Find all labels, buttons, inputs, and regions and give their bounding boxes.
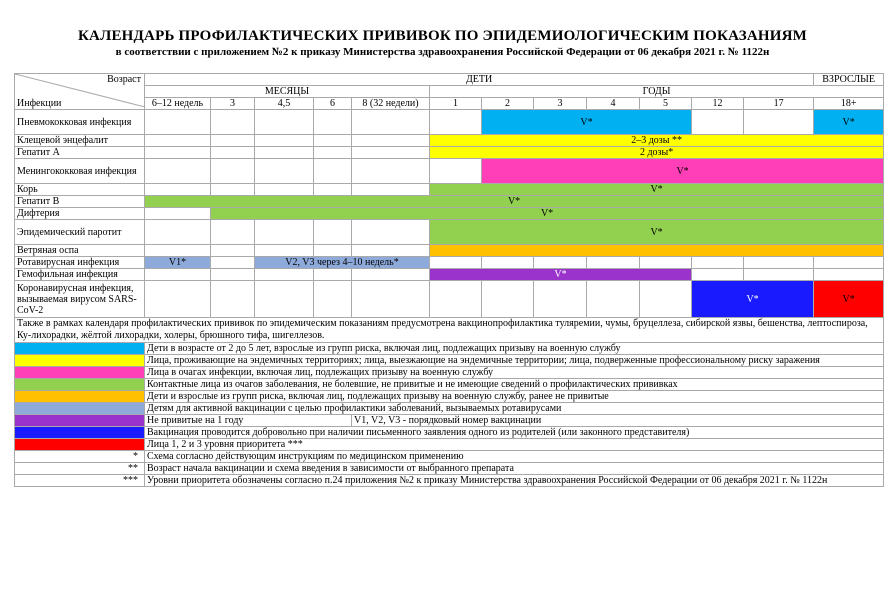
row-hepatitis-b (15, 196, 884, 208)
schedule-cell: V* (482, 110, 692, 135)
col-header: 17 (744, 98, 814, 110)
legend-row (15, 415, 884, 427)
legend-row (15, 343, 884, 355)
schedule-cell: V* (482, 159, 884, 184)
infection-name: Гепатит А (15, 147, 145, 159)
infection-name: Пневмококковая инфекция (15, 110, 145, 135)
legend-text: V1, V2, V3 - порядковый номер вакцинации (352, 415, 884, 427)
infection-name: Коронавирусная инфекция, вызываемая вирусом SARS-CoV-2 (15, 281, 145, 318)
row-meningococcal (15, 159, 884, 184)
legend-row (15, 427, 884, 439)
legend-row (15, 391, 884, 403)
schedule-cell: 2–3 дозы ** (430, 135, 884, 147)
row-mumps (15, 220, 884, 245)
schedule-cell: V* (814, 281, 884, 318)
years-header: ГОДЫ (430, 86, 884, 98)
footnote-text: Схема согласно действующим инструкциям по медицинском применению (145, 451, 884, 463)
schedule-cell: V* (692, 281, 814, 318)
legend-text: Детям для активной вакцинации с целью профилактики заболеваний, вызываемых ротавирусами (145, 403, 884, 415)
row-covid (15, 281, 884, 318)
legend-swatch (15, 379, 145, 391)
header-row-3 (15, 98, 884, 110)
schedule-cell (430, 245, 884, 257)
schedule-cell: V* (211, 208, 884, 220)
schedule-cell: V* (814, 110, 884, 135)
col-header: 3 (534, 98, 587, 110)
also-note: Также в рамках календаря профилактических прививок по эпидемическим показаниям предусмотрена вакцинопрофилактика туляремии, чумы, бруцеллеза, сибирской язвы, бешенства, лептоспироза, Ку-лихорадки, жёлтой лихорадки, холеры, брюшного тифа, шигеллезов. (15, 318, 884, 343)
adults-header: ВЗРОСЛЫЕ (814, 74, 884, 86)
row-pneumococcal (15, 110, 884, 135)
header-row-1 (15, 74, 884, 86)
col-header: 6 (314, 98, 352, 110)
infection-name: Клещевой энцефалит (15, 135, 145, 147)
age-label: Возраст (107, 74, 141, 85)
footnote-text: Возраст начала вакцинации и схема введения в зависимости от выбранного препарата (145, 463, 884, 475)
row-measles (15, 184, 884, 196)
legend-swatch (15, 427, 145, 439)
row-diphtheria (15, 208, 884, 220)
legend-text: Контактные лица из очагов заболевания, не болевшие, не привитые и не имеющие сведений о профилактических прививках (145, 379, 884, 391)
legend-swatch (15, 367, 145, 379)
legend-row (15, 355, 884, 367)
infection-name: Дифтерия (15, 208, 145, 220)
legend-text: Лица, проживающие на эндемичных территориях; лица, выезжающие на эндемичные территории; лица, подверженные профессиональному риску заражения (145, 355, 884, 367)
footnote-row (15, 475, 884, 487)
infection-name: Ротавирусная инфекция (15, 257, 145, 269)
legend-text: Дети и взрослые из групп риска, включая лиц, подлежащих призыву на военную службу, ранее не привитые (145, 391, 884, 403)
legend-swatch (15, 439, 145, 451)
footnote-mark: *** (15, 475, 145, 487)
legend-row (15, 439, 884, 451)
col-header: 5 (640, 98, 692, 110)
legend-swatch (15, 343, 145, 355)
col-header: 2 (482, 98, 534, 110)
col-header: 4 (587, 98, 640, 110)
row-hib (15, 269, 884, 281)
schedule-cell: 2 дозы* (430, 147, 884, 159)
infection-name: Гемофильная инфекция (15, 269, 145, 281)
footnote-mark: * (15, 451, 145, 463)
infection-name: Менингококковая инфекция (15, 159, 145, 184)
header-corner-cell (15, 74, 145, 110)
legend-text: Лица в очагах инфекции, включая лиц, подлежащих призыву на военную службу (145, 367, 884, 379)
legend-swatch (15, 403, 145, 415)
schedule-cell: V* (430, 269, 692, 281)
legend-swatch (15, 355, 145, 367)
infection-name: Корь (15, 184, 145, 196)
row-varicella (15, 245, 884, 257)
infection-name: Эпидемический паротит (15, 220, 145, 245)
children-header: ДЕТИ (145, 74, 814, 86)
schedule-cell: V* (430, 184, 884, 196)
legend-text: Дети в возрасте от 2 до 5 лет, взрослые из групп риска, включая лиц, подлежащих призыву на военную службу (145, 343, 884, 355)
infection-name: Гепатит В (15, 196, 145, 208)
schedule-cell: V1* (145, 257, 211, 269)
col-header: 3 (211, 98, 255, 110)
col-header: 8 (32 недели) (352, 98, 430, 110)
footnote-row (15, 463, 884, 475)
infections-label: Инфекции (17, 98, 62, 109)
legend-swatch (15, 391, 145, 403)
legend-row (15, 379, 884, 391)
row-hepatitis-a (15, 147, 884, 159)
page-subtitle: в соответствии с приложением №2 к приказу Министерства здравоохранения Российской Федерации от 06 декабря 2021 г. № 1122н (115, 46, 770, 58)
col-header: 4,5 (255, 98, 314, 110)
schedule-cell: V2, V3 через 4–10 недель* (255, 257, 430, 269)
legend-row (15, 403, 884, 415)
footnote-mark: ** (15, 463, 145, 475)
schedule-cell: V* (430, 220, 884, 245)
col-header: 18+ (814, 98, 884, 110)
legend-text: Не привитые на 1 году (145, 415, 352, 427)
legend-text: Лица 1, 2 и 3 уровня приоритета *** (145, 439, 884, 451)
legend-text: Вакцинация проводится добровольно при наличии письменного заявления одного из родителей (или законного представителя) (145, 427, 884, 439)
col-header: 1 (430, 98, 482, 110)
page-title: КАЛЕНДАРЬ ПРОФИЛАКТИЧЕСКИХ ПРИВИВОК ПО ЭПИДЕМИОЛОГИЧЕСКИМ ПОКАЗАНИЯМ (77, 28, 808, 44)
calendar-table (14, 73, 884, 487)
row-tick-borne (15, 135, 884, 147)
also-note-row (15, 318, 884, 343)
schedule-cell: V* (145, 196, 884, 208)
legend-row (15, 367, 884, 379)
header-row-2 (15, 86, 884, 98)
col-header: 6–12 недель (145, 98, 211, 110)
footnote-text: Уровни приоритета обозначены согласно п.24 приложения №2 к приказу Министерства здравоохранения Российской Федерации от 06 декабря 2021 г. № 1122н (145, 475, 884, 487)
months-header: МЕСЯЦЫ (145, 86, 430, 98)
footnote-row (15, 451, 884, 463)
col-header: 12 (692, 98, 744, 110)
infection-name: Ветряная оспа (15, 245, 145, 257)
row-rotavirus (15, 257, 884, 269)
legend-swatch (15, 415, 145, 427)
